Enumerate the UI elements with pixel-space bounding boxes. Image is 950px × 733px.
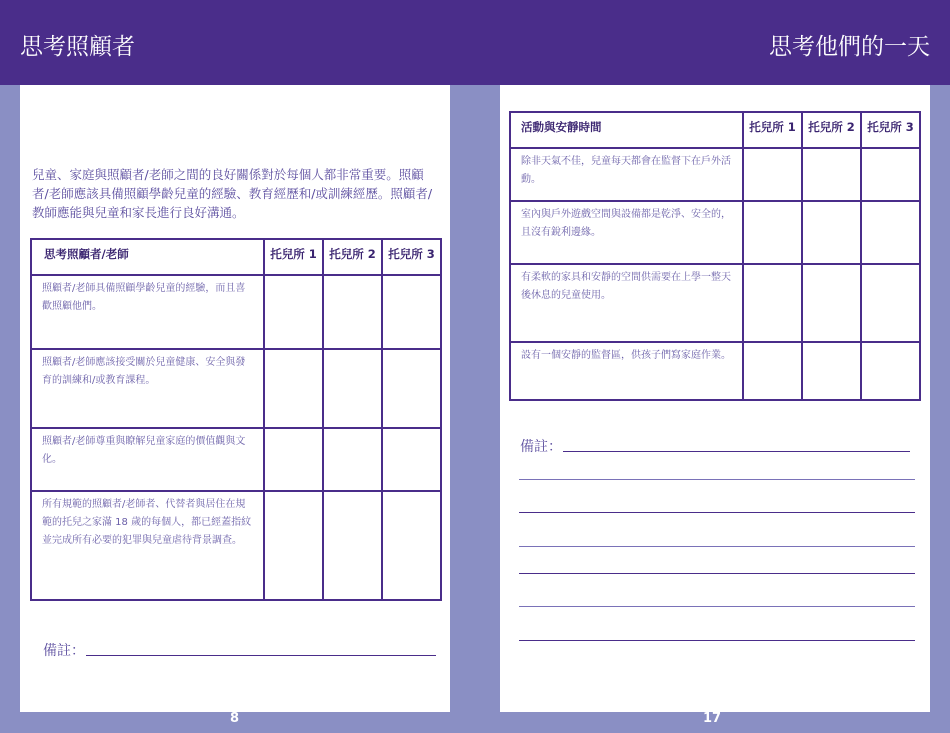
intro-paragraph: 兒童、家庭與照顧者/老師之間的良好關係對於每個人都非常重要。照顧者/老師應該具備照顧學齡兒童的經驗、教育經歷和/或訓練經歷。照顧者/教師應能與兒童和家長進行良好溝通。 [32, 167, 433, 220]
table-row [510, 201, 920, 264]
column-header-2: 托兒所 2 [323, 239, 382, 275]
row-criterion: 照顧者/老師尊重與瞭解兒童家庭的價值觀與文化。 [31, 428, 264, 491]
checkbox-cell[interactable] [323, 428, 382, 491]
column-header-2: 托兒所 2 [802, 112, 861, 148]
table-row [31, 491, 441, 600]
checkbox-cell[interactable] [382, 275, 441, 349]
checkbox-cell[interactable] [382, 491, 441, 600]
table-row [510, 148, 920, 201]
notes-line[interactable] [519, 640, 915, 641]
notes-line[interactable] [563, 451, 910, 452]
checkbox-cell[interactable] [802, 264, 861, 342]
table-row [31, 349, 441, 428]
checkbox-cell[interactable] [323, 349, 382, 428]
checkbox-cell[interactable] [382, 428, 441, 491]
column-header-3: 托兒所 3 [382, 239, 441, 275]
left-page [20, 85, 450, 712]
checkbox-cell[interactable] [802, 342, 861, 400]
row-criterion: 除非天氣不佳，兒童每天都會在監督下在戶外活動。 [510, 148, 743, 201]
notes-line[interactable] [519, 573, 915, 574]
checkbox-cell[interactable] [743, 201, 802, 264]
row-criterion: 有柔軟的家具和安靜的空間供需要在上學一整天後休息的兒童使用。 [510, 264, 743, 342]
checkbox-cell[interactable] [861, 342, 920, 400]
caregiver-checklist-table [30, 238, 442, 601]
checkbox-cell[interactable] [264, 275, 323, 349]
row-criterion: 照顧者/老師具備照顧學齡兒童的經驗，而且喜歡照顧他們。 [31, 275, 264, 349]
notes-line[interactable] [519, 512, 915, 513]
table-header-row [31, 239, 441, 275]
left-page-title: 思考照顧者 [20, 34, 135, 60]
checkbox-cell[interactable] [861, 148, 920, 201]
column-header-1: 托兒所 1 [264, 239, 323, 275]
row-criterion: 室內與戶外遊戲空間與設備都是乾淨、安全的，且沒有銳利邊緣。 [510, 201, 743, 264]
table-row [510, 342, 920, 400]
checkbox-cell[interactable] [743, 342, 802, 400]
notes-label: 備註： [43, 643, 85, 659]
row-criterion: 設有一個安靜的監督區，供孩子們寫家庭作業。 [510, 342, 743, 400]
table-header-title: 思考照顧者/老師 [31, 239, 264, 275]
table-row [510, 264, 920, 342]
notes-label: 備註： [520, 439, 562, 455]
checkbox-cell[interactable] [323, 275, 382, 349]
checkbox-cell[interactable] [861, 201, 920, 264]
row-criterion: 照顧者/老師應該接受關於兒童健康、安全與發育的訓練和/或教育課程。 [31, 349, 264, 428]
right-page-title: 思考他們的一天 [769, 34, 930, 60]
column-header-1: 托兒所 1 [743, 112, 802, 148]
table-header-title: 活動與安靜時間 [510, 112, 743, 148]
checkbox-cell[interactable] [802, 201, 861, 264]
checkbox-cell[interactable] [743, 148, 802, 201]
checkbox-cell[interactable] [382, 349, 441, 428]
checkbox-cell[interactable] [264, 349, 323, 428]
table-row [31, 428, 441, 491]
right-page [500, 85, 930, 712]
checkbox-cell[interactable] [743, 264, 802, 342]
notes-line[interactable] [519, 479, 915, 480]
page-number-left: 8 [230, 711, 240, 726]
header-bar [0, 0, 950, 85]
table-row [31, 275, 441, 349]
checkbox-cell[interactable] [264, 428, 323, 491]
notes-line[interactable] [519, 546, 915, 547]
notes-line[interactable] [519, 606, 915, 607]
activity-checklist-table [509, 111, 921, 401]
table-header-row [510, 112, 920, 148]
checkbox-cell[interactable] [861, 264, 920, 342]
page-number-right: 17 [703, 711, 722, 726]
checkbox-cell[interactable] [802, 148, 861, 201]
row-criterion: 所有規範的照顧者/老師者、代替者與居住在規範的托兒之家滿 18 歲的每個人，都已經蓋指紋並完成所有必要的犯罪與兒童虐待背景調查。 [31, 491, 264, 600]
checkbox-cell[interactable] [264, 491, 323, 600]
column-header-3: 托兒所 3 [861, 112, 920, 148]
notes-line[interactable] [86, 655, 436, 656]
checkbox-cell[interactable] [323, 491, 382, 600]
